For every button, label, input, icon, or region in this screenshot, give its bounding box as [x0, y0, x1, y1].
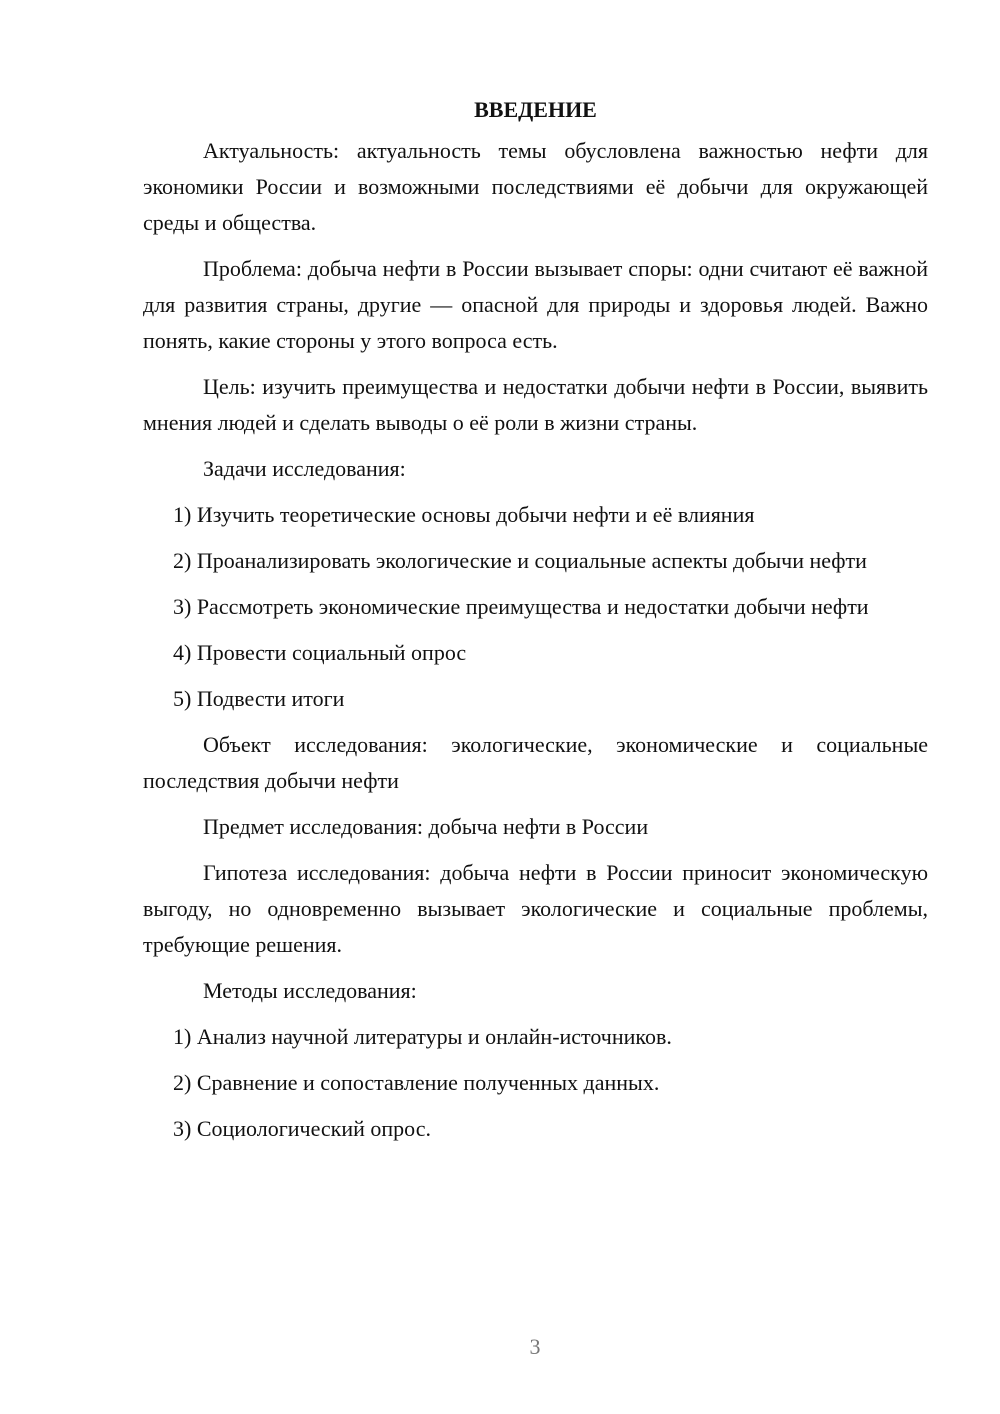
task-item-3: 3) Рассмотреть экономические преимущества и недостатки добычи нефти	[173, 594, 869, 619]
hypothesis-paragraph: Гипотеза исследования: добыча нефти в России приносит экономическую выгоду, но одновременно вызывает экологические и социальные проблемы, требующие решения.	[143, 860, 928, 957]
methods-title: Методы исследования:	[203, 978, 417, 1003]
page-body	[143, 92, 928, 1157]
task-item-1: 1) Изучить теоретические основы добычи нефти и её влияния	[173, 502, 755, 527]
page-number: 3	[529, 1334, 541, 1359]
tasks-title: Задачи исследования:	[203, 456, 406, 481]
task-item-2: 2) Проанализировать экологические и социальные аспекты добычи нефти	[173, 548, 867, 573]
method-item-3: 3) Социологический опрос.	[173, 1116, 431, 1141]
research-object-paragraph: Объект исследования: экологические, экономические и социальные последствия добычи нефти	[143, 732, 928, 793]
task-item-5: 5) Подвести итоги	[173, 686, 345, 711]
section-heading: ВВЕДЕНИЕ	[474, 97, 597, 122]
research-subject-paragraph: Предмет исследования: добыча нефти в России	[203, 814, 649, 839]
goal-paragraph: Цель: изучить преимущества и недостатки добычи нефти в России, выявить мнения людей и сделать выводы о её роли в жизни страны.	[143, 374, 928, 435]
relevance-paragraph: Актуальность: актуальность темы обусловлена важностью нефти для экономики России и возможными последствиями её добычи для окружающей среды и общества.	[143, 138, 928, 235]
method-item-2: 2) Сравнение и сопоставление полученных данных.	[173, 1070, 660, 1095]
method-item-1: 1) Анализ научной литературы и онлайн-источников.	[173, 1024, 672, 1049]
task-item-4: 4) Провести социальный опрос	[173, 640, 467, 665]
problem-paragraph: Проблема: добыча нефти в России вызывает споры: одни считают её важной для развития страны, другие — опасной для природы и здоровья людей. Важно понять, какие стороны у этого вопроса есть.	[143, 256, 928, 353]
